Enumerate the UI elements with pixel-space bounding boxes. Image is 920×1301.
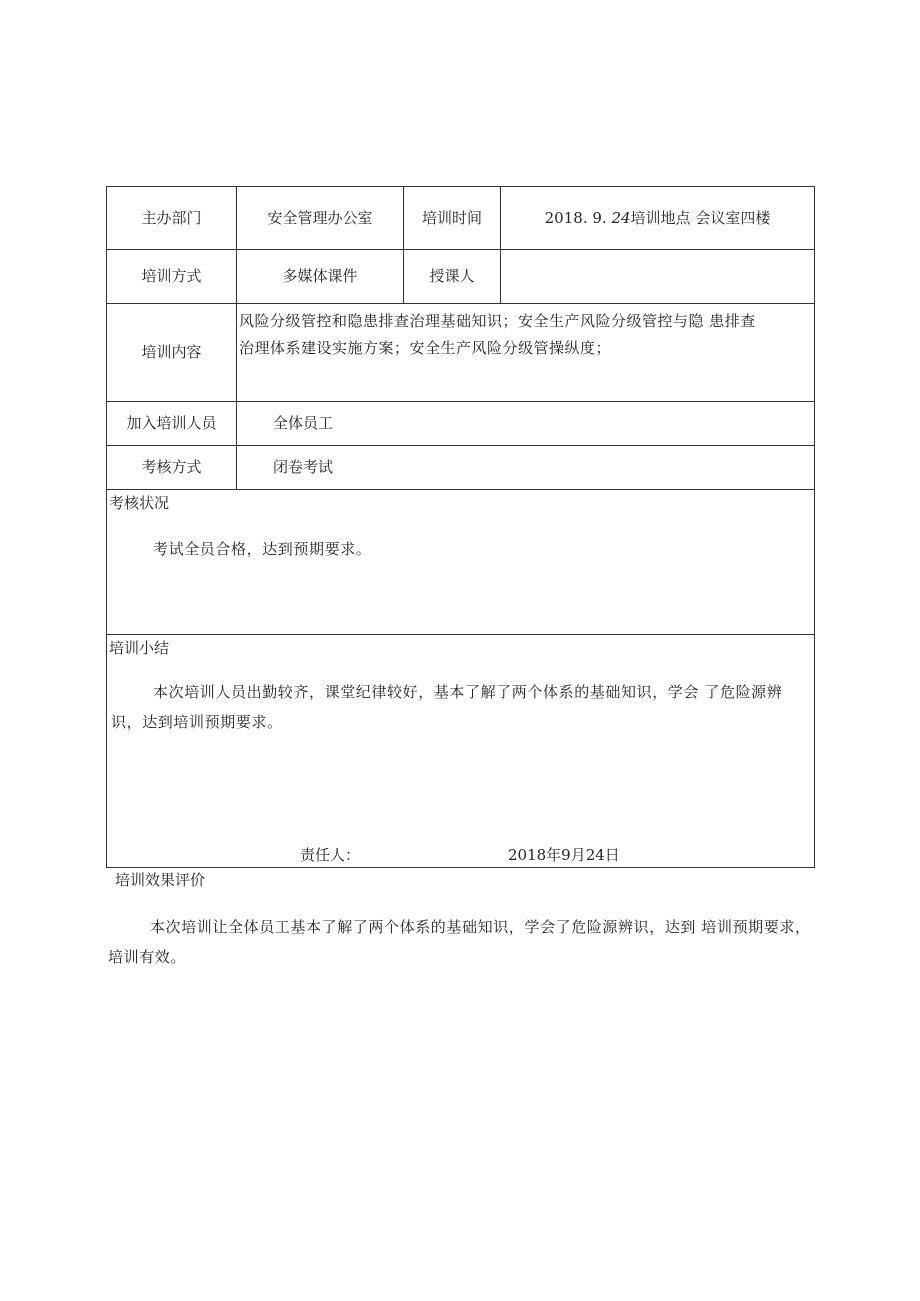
label-training-location: 培训地点 bbox=[630, 208, 691, 227]
label-assessment-method: 考核方式 bbox=[107, 446, 237, 490]
value-host-department: 安全管理办公室 bbox=[237, 187, 404, 250]
training-content-line-2: 治理体系建设实施方案；安全生产风险分级管操纵度； bbox=[239, 339, 612, 357]
training-content-line-1: 风险分级管控和隐患排查治理基础知识；安全生产风险分级管控与隐 患排查 bbox=[239, 312, 756, 330]
row-department-time bbox=[107, 187, 815, 250]
label-training-time: 培训时间 bbox=[404, 187, 501, 250]
training-summary-cell bbox=[107, 635, 815, 868]
value-training-content bbox=[237, 304, 815, 402]
value-participants: 全体员工 bbox=[237, 402, 815, 446]
value-training-location: 会议室四楼 bbox=[695, 208, 771, 227]
training-record-table bbox=[106, 186, 815, 868]
evaluation-body: 本次培训让全体员工基本了解了两个体系的基础知识，学会了危险源辨识，达到 培训预期要求，培训有效。 bbox=[108, 918, 811, 966]
row-method-lecturer bbox=[107, 250, 815, 304]
row-training-content bbox=[107, 304, 815, 402]
training-summary-title: 培训小结 bbox=[109, 639, 170, 657]
label-training-method: 培训方式 bbox=[107, 250, 237, 304]
assessment-status-title: 考核状况 bbox=[109, 494, 170, 512]
row-participants bbox=[107, 402, 815, 446]
label-training-content: 培训内容 bbox=[107, 304, 237, 402]
label-lecturer: 授课人 bbox=[404, 250, 501, 304]
value-time-location bbox=[501, 187, 815, 250]
label-host-department: 主办部门 bbox=[107, 187, 237, 250]
row-assessment-status bbox=[107, 490, 815, 635]
evaluation-title: 培训效果评价 bbox=[115, 871, 206, 889]
value-lecturer bbox=[501, 250, 815, 304]
training-date-prefix: 2018. 9. bbox=[544, 208, 612, 227]
row-assessment-method bbox=[107, 446, 815, 490]
assessment-status-cell bbox=[107, 490, 815, 635]
responsible-person-label: 责任人： bbox=[300, 846, 361, 864]
row-training-summary bbox=[107, 635, 815, 868]
summary-date: 2018年9月24日 bbox=[508, 846, 620, 864]
training-summary-body: 本次培训人员出勤较齐，课堂纪律较好，基本了解了两个体系的基础知识，学会 了危险源辨识，达到培训预期要求。 bbox=[111, 683, 783, 731]
summary-container bbox=[107, 635, 814, 867]
value-training-method: 多媒体课件 bbox=[237, 250, 404, 304]
assessment-status-body: 考试全员合格，达到预期要求。 bbox=[153, 540, 372, 558]
label-participants: 加入培训人员 bbox=[107, 402, 237, 446]
training-date-day: 24 bbox=[611, 208, 631, 227]
value-assessment-method: 闭卷考试 bbox=[237, 446, 815, 490]
